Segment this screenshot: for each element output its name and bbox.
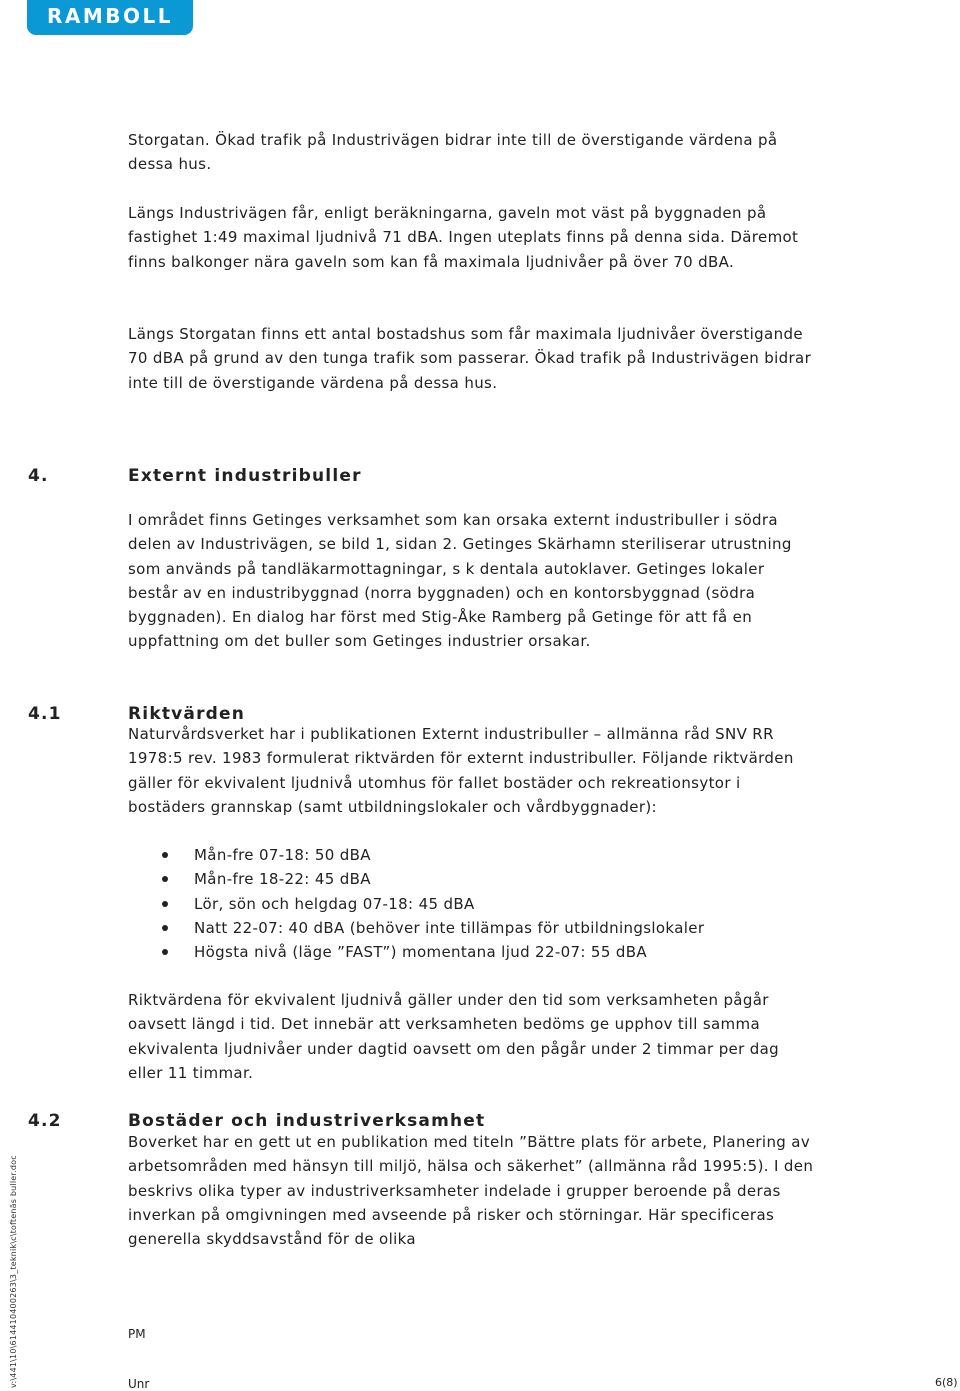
list-item: Högsta nivå (läge ”FAST”) momentana ljud 22-07: 55 dBA [128, 940, 704, 964]
section-4-1-body: Naturvårdsverket har i publikationen Externt industribuller – allmänna råd SNV RR 1978:5 rev. 1983 formulerat riktvärden för externt industribuller. Följande riktvärden gäller för ekvivalent ljudnivå utomhus för fallet bostäder och rekreationsytor i bostäders grannskap (samt utbildningslokaler och vårdbyggnader): [128, 725, 794, 816]
paragraph-3: Längs Storgatan finns ett antal bostadshus som får maximala ljudnivåer överstigande 70 dBA på grund av den tunga trafik som passerar. Ökad trafik på Industrivägen bidrar inte till de överstigande värdena på dessa hus. [128, 325, 812, 392]
section-4-body: I området finns Getinges verksamhet som kan orsaka externt industribuller i södra delen av Industrivägen, se bild 1, sidan 2. Getinges Skärhamn steriliserar utrustning som används på tandläkarmottagningar, s k dentala autoklaver. Getinges lokaler består av en industribyggnad (norra byggnaden) och en kontorsbyggnad (södra byggnaden). En dialog har först med Stig-Åke Ramberg på Getinge för att få en uppfattning om det buller som Getinges industrier orsakar. [128, 511, 792, 651]
section-4-2-number: 4.2 [28, 1111, 62, 1131]
section-4-title: Externt industribuller [128, 466, 362, 486]
list-item: Mån-fre 18-22: 45 dBA [128, 867, 704, 891]
section-4-1-title: Riktvärden [128, 704, 246, 724]
bullet-icon [162, 876, 168, 882]
section-4-1-number: 4.1 [28, 704, 62, 724]
list-item: Natt 22-07: 40 dBA (behöver inte tillämpas för utbildningslokaler [128, 916, 704, 940]
section-4-2-title: Bostäder och industriverksamhet [128, 1111, 486, 1131]
bullet-icon [162, 901, 168, 907]
page-number: 6(8) [935, 1376, 958, 1389]
bullet-icon [162, 852, 168, 858]
paragraph-1: Storgatan. Ökad trafik på Industrivägen bidrar inte till de överstigande värdena på dessa hus. [128, 131, 778, 174]
document-path: v:\441\10\614410400263\3_teknik\c\toftenäs buller.doc [9, 1155, 18, 1388]
section-4-number: 4. [28, 466, 49, 486]
list-item: Lör, sön och helgdag 07-18: 45 dBA [128, 892, 704, 916]
footer-pm-label: PM [128, 1327, 146, 1341]
section-4-2-body: Boverket har en gett ut en publikation med titeln ”Bättre plats för arbete, Planering av arbetsområden med hänsyn till miljö, hälsa och säkerhet” (allmänna råd 1995:5). I den beskrivs olika typer av industriverksamheter indelade i grupper beroende på deras inverkan på omgivningen med avseende på risker och störningar. Här specificeras generella skyddsavstånd för de olika [128, 1133, 814, 1249]
footer-unr-label: Unr [128, 1377, 150, 1391]
bullet-icon [162, 949, 168, 955]
section-4-1-after: Riktvärdena för ekvivalent ljudnivå gäller under den tid som verksamheten pågår oavsett längd i tid. Det innebär att verksamheten bedöms ge upphov till samma ekvivalenta ljudnivåer under dagtid oavsett om den pågår under 2 timmar per dag eller 11 timmar. [128, 991, 780, 1082]
ramboll-logo: RAMBOLL [27, 0, 193, 35]
list-item: Mån-fre 07-18: 50 dBA [128, 843, 704, 867]
bullet-icon [162, 925, 168, 931]
noise-limit-list [128, 843, 704, 964]
paragraph-2: Längs Industrivägen får, enligt beräkningarna, gaveln mot väst på byggnaden på fastighet 1:49 maximal ljudnivå 71 dBA. Ingen uteplats finns på denna sida. Däremot finns balkonger nära gaveln som kan få maximala ljudnivåer på över 70 dBA. [128, 204, 799, 271]
